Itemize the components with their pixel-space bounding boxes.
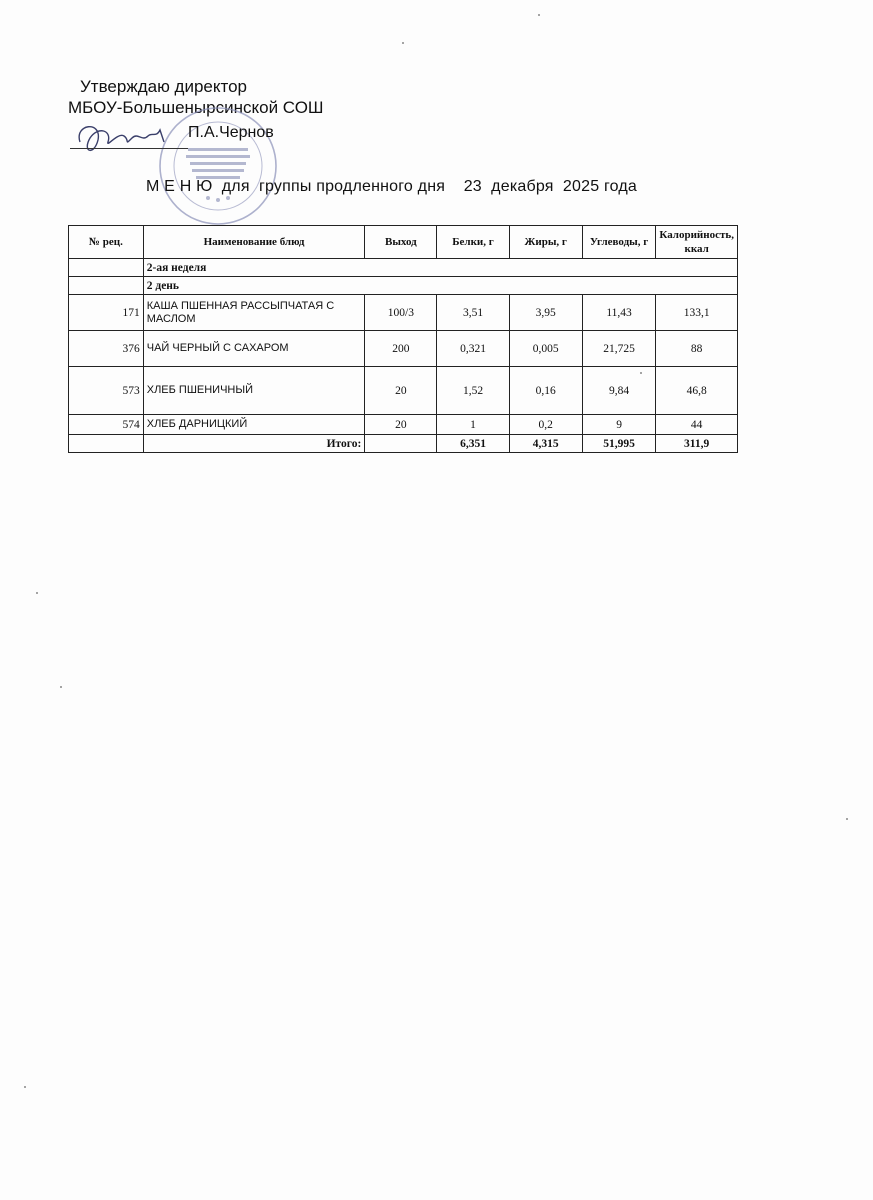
table-row	[69, 331, 738, 367]
row-protein: 1	[437, 415, 509, 435]
row-carbs: 21,725	[582, 331, 656, 367]
col-header-protein: Белки, г	[437, 226, 509, 259]
scan-speck	[640, 372, 642, 374]
row-kcal: 44	[656, 415, 738, 435]
row-kcal: 133,1	[656, 295, 738, 331]
row-fat: 0,2	[509, 415, 582, 435]
total-row	[69, 435, 738, 453]
row-rec: 574	[69, 415, 144, 435]
table-row	[69, 367, 738, 415]
row-protein: 0,321	[437, 331, 509, 367]
table-row	[69, 415, 738, 435]
signature-line	[70, 148, 188, 149]
approve-line-2: МБОУ-Большенырсинской СОШ	[68, 98, 324, 117]
week-label: 2-ая неделя	[143, 259, 737, 277]
col-header-output: Выход	[365, 226, 437, 259]
col-header-carbs: Углеводы, г	[582, 226, 656, 259]
scan-speck	[36, 592, 38, 594]
scan-speck	[538, 14, 540, 16]
menu-table	[68, 225, 738, 453]
total-kcal: 311,9	[656, 435, 738, 453]
row-rec: 573	[69, 367, 144, 415]
row-fat: 0,005	[509, 331, 582, 367]
row-protein: 3,51	[437, 295, 509, 331]
row-name: ХЛЕБ ДАРНИЦКИЙ	[143, 415, 365, 435]
total-label: Итого:	[143, 435, 365, 453]
table-header-row	[69, 226, 738, 259]
col-header-kcal: Калорийность, ккал	[656, 226, 738, 259]
row-fat: 0,16	[509, 367, 582, 415]
row-output: 20	[365, 367, 437, 415]
row-output: 200	[365, 331, 437, 367]
total-carbs: 51,995	[582, 435, 656, 453]
row-output: 20	[365, 415, 437, 435]
row-kcal: 46,8	[656, 367, 738, 415]
table-row	[69, 295, 738, 331]
row-name: ХЛЕБ ПШЕНИЧНЫЙ	[143, 367, 365, 415]
col-header-name: Наименование блюд	[143, 226, 365, 259]
total-protein: 6,351	[437, 435, 509, 453]
scan-speck	[846, 818, 848, 820]
row-protein: 1,52	[437, 367, 509, 415]
director-signature	[72, 112, 182, 162]
row-carbs: 9	[582, 415, 656, 435]
row-fat: 3,95	[509, 295, 582, 331]
col-header-fat: Жиры, г	[509, 226, 582, 259]
menu-title: М Е Н Ю для группы продленного дня 23 декабря 2025 года	[146, 178, 638, 195]
day-label: 2 день	[143, 277, 737, 295]
scan-speck	[60, 686, 62, 688]
row-carbs: 11,43	[582, 295, 656, 331]
day-row	[69, 277, 738, 295]
total-fat: 4,315	[509, 435, 582, 453]
row-rec: 171	[69, 295, 144, 331]
scan-speck	[24, 1086, 26, 1088]
signer-name: П.А.Чернов	[188, 124, 274, 141]
row-rec: 376	[69, 331, 144, 367]
row-output: 100/3	[365, 295, 437, 331]
approve-line-1: Утверждаю директор	[80, 77, 248, 96]
col-header-rec: № рец.	[69, 226, 144, 259]
row-carbs: 9,84	[582, 367, 656, 415]
week-row	[69, 259, 738, 277]
row-kcal: 88	[656, 331, 738, 367]
scan-speck	[402, 42, 404, 44]
row-name: ЧАЙ ЧЕРНЫЙ С САХАРОМ	[143, 331, 365, 367]
row-name: КАША ПШЕННАЯ РАССЫПЧАТАЯ С МАСЛОМ	[143, 295, 365, 331]
